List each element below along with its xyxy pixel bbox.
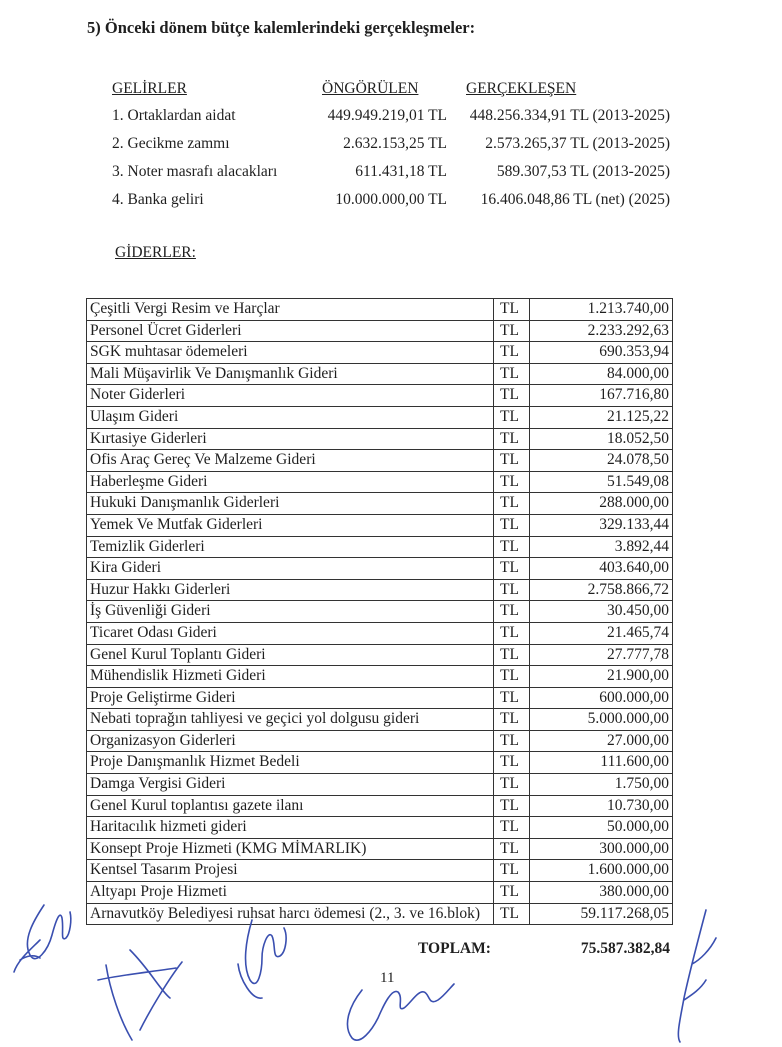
expense-currency: TL — [494, 428, 530, 450]
expense-currency: TL — [494, 493, 530, 515]
expense-amount: 300.000,00 — [530, 838, 673, 860]
expenses-table — [86, 298, 673, 925]
expense-currency: TL — [494, 860, 530, 882]
expense-item: Organizasyon Giderleri — [87, 730, 494, 752]
expense-amount: 3.892,44 — [530, 536, 673, 558]
income-header-label: GELİRLER — [112, 80, 187, 97]
expense-amount: 50.000,00 — [530, 817, 673, 839]
signature-third — [238, 920, 286, 998]
expense-currency: TL — [494, 644, 530, 666]
page-number: 11 — [380, 970, 395, 986]
expense-currency: TL — [494, 558, 530, 580]
expense-currency: TL — [494, 536, 530, 558]
expense-currency: TL — [494, 299, 530, 321]
table-row — [87, 493, 673, 515]
expense-amount: 167.716,80 — [530, 385, 673, 407]
expense-amount: 1.750,00 — [530, 774, 673, 796]
expense-amount: 21.465,74 — [530, 622, 673, 644]
table-row — [87, 363, 673, 385]
income-row-actual: 448.256.334,91 TL (2013-2025) — [469, 107, 670, 124]
expense-currency: TL — [494, 514, 530, 536]
total-label: TOPLAM: — [418, 940, 491, 957]
expense-currency: TL — [494, 730, 530, 752]
signature-left — [14, 905, 71, 972]
expense-currency: TL — [494, 601, 530, 623]
income-row-label: 4. Banka geliri — [112, 191, 204, 208]
table-row — [87, 860, 673, 882]
table-row — [87, 450, 673, 472]
expense-currency: TL — [494, 774, 530, 796]
expense-amount: 59.117.268,05 — [530, 903, 673, 925]
expense-currency: TL — [494, 903, 530, 925]
expense-item: Proje Geliştirme Gideri — [87, 687, 494, 709]
expense-item: Personel Ücret Giderleri — [87, 320, 494, 342]
expense-amount: 111.600,00 — [530, 752, 673, 774]
expense-item: Arnavutköy Belediyesi ruhsat harcı ödemesi (2., 3. ve 16.blok) — [87, 903, 494, 925]
expense-item: İş Güvenliği Gideri — [87, 601, 494, 623]
expense-amount: 18.052,50 — [530, 428, 673, 450]
expense-item: Haritacılık hizmeti gideri — [87, 817, 494, 839]
table-row — [87, 579, 673, 601]
table-row — [87, 385, 673, 407]
expense-item: Hukuki Danışmanlık Giderleri — [87, 493, 494, 515]
table-row — [87, 730, 673, 752]
expense-item: Genel Kurul Toplantı Gideri — [87, 644, 494, 666]
expense-amount: 380.000,00 — [530, 882, 673, 904]
table-row — [87, 687, 673, 709]
expense-item: Altyapı Proje Hizmeti — [87, 882, 494, 904]
expense-item: Çeşitli Vergi Resim ve Harçlar — [87, 299, 494, 321]
expense-currency: TL — [494, 320, 530, 342]
table-row — [87, 428, 673, 450]
signature-center — [347, 984, 454, 1040]
expense-currency: TL — [494, 363, 530, 385]
expense-currency: TL — [494, 450, 530, 472]
expense-currency: TL — [494, 838, 530, 860]
table-row — [87, 514, 673, 536]
table-row — [87, 752, 673, 774]
income-row-forecast: 2.632.153,25 TL — [343, 135, 447, 152]
table-row — [87, 601, 673, 623]
expense-currency: TL — [494, 666, 530, 688]
expense-item: Huzur Hakkı Giderleri — [87, 579, 494, 601]
expense-currency: TL — [494, 622, 530, 644]
table-row — [87, 342, 673, 364]
expense-amount: 5.000.000,00 — [530, 709, 673, 731]
expense-amount: 84.000,00 — [530, 363, 673, 385]
table-row — [87, 558, 673, 580]
expense-currency: TL — [494, 687, 530, 709]
expense-item: Ulaşım Gideri — [87, 406, 494, 428]
income-header-forecast: ÖNGÖRÜLEN — [322, 80, 419, 97]
expense-amount: 403.640,00 — [530, 558, 673, 580]
expense-currency: TL — [494, 406, 530, 428]
table-row — [87, 838, 673, 860]
table-row — [87, 471, 673, 493]
expense-item: Haberleşme Gideri — [87, 471, 494, 493]
table-row — [87, 320, 673, 342]
expense-amount: 27.777,78 — [530, 644, 673, 666]
income-row-actual: 2.573.265,37 TL (2013-2025) — [485, 135, 670, 152]
expense-item: Damga Vergisi Gideri — [87, 774, 494, 796]
expense-amount: 1.600.000,00 — [530, 860, 673, 882]
table-row — [87, 817, 673, 839]
expense-amount: 10.730,00 — [530, 795, 673, 817]
expenses-title: GİDERLER: — [115, 244, 196, 261]
expense-amount: 1.213.740,00 — [530, 299, 673, 321]
income-row-label: 2. Gecikme zammı — [112, 135, 230, 152]
section-heading: 5) Önceki dönem bütçe kalemlerindeki gerçekleşmeler: — [87, 18, 476, 37]
expense-amount: 21.125,22 — [530, 406, 673, 428]
expense-currency: TL — [494, 385, 530, 407]
table-row — [87, 709, 673, 731]
expense-item: Yemek Ve Mutfak Giderleri — [87, 514, 494, 536]
income-header-actual: GERÇEKLEŞEN — [466, 80, 577, 97]
income-row-label: 1. Ortaklardan aidat — [112, 107, 236, 124]
expense-item: Noter Giderleri — [87, 385, 494, 407]
expense-currency: TL — [494, 579, 530, 601]
expense-item: Genel Kurul toplantısı gazete ilanı — [87, 795, 494, 817]
expense-item: Konsept Proje Hizmeti (KMG MİMARLIK) — [87, 838, 494, 860]
table-row — [87, 299, 673, 321]
expense-currency: TL — [494, 752, 530, 774]
expense-currency: TL — [494, 471, 530, 493]
income-row-actual: 589.307,53 TL (2013-2025) — [496, 163, 670, 180]
expense-amount: 24.078,50 — [530, 450, 673, 472]
income-row-forecast: 611.431,18 TL — [355, 163, 447, 180]
expense-item: Temizlik Giderleri — [87, 536, 494, 558]
table-row — [87, 774, 673, 796]
expense-item: Mali Müşavirlik Ve Danışmanlık Gideri — [87, 363, 494, 385]
signature-second — [98, 950, 182, 1040]
signatures-icon — [0, 880, 782, 1047]
expense-currency: TL — [494, 795, 530, 817]
expense-amount: 329.133,44 — [530, 514, 673, 536]
table-row — [87, 536, 673, 558]
expense-currency: TL — [494, 709, 530, 731]
expense-currency: TL — [494, 882, 530, 904]
income-row-forecast: 449.949.219,01 TL — [327, 107, 447, 124]
expense-amount: 2.233.292,63 — [530, 320, 673, 342]
table-row — [87, 406, 673, 428]
expense-item: Kırtasiye Giderleri — [87, 428, 494, 450]
expense-item: Kentsel Tasarım Projesi — [87, 860, 494, 882]
expense-amount: 600.000,00 — [530, 687, 673, 709]
signature-right — [678, 910, 716, 1042]
expense-item: Nebati toprağın tahliyesi ve geçici yol dolgusu gideri — [87, 709, 494, 731]
expense-amount: 690.353,94 — [530, 342, 673, 364]
expense-item: Proje Danışmanlık Hizmet Bedeli — [87, 752, 494, 774]
expense-amount: 2.758.866,72 — [530, 579, 673, 601]
income-row-actual: 16.406.048,86 TL (net) (2025) — [480, 191, 670, 208]
expense-item: Kira Gideri — [87, 558, 494, 580]
expense-item: SGK muhtasar ödemeleri — [87, 342, 494, 364]
expense-item: Mühendislik Hizmeti Gideri — [87, 666, 494, 688]
expense-item: Ofis Araç Gereç Ve Malzeme Gideri — [87, 450, 494, 472]
table-row — [87, 666, 673, 688]
table-row — [87, 795, 673, 817]
expense-amount: 30.450,00 — [530, 601, 673, 623]
expense-item: Ticaret Odası Gideri — [87, 622, 494, 644]
income-row-forecast: 10.000.000,00 TL — [335, 191, 447, 208]
expense-amount: 27.000,00 — [530, 730, 673, 752]
table-row — [87, 622, 673, 644]
income-row-label: 3. Noter masrafı alacakları — [112, 163, 278, 180]
expense-amount: 288.000,00 — [530, 493, 673, 515]
total-value: 75.587.382,84 — [580, 940, 670, 957]
table-row — [87, 644, 673, 666]
expense-amount: 21.900,00 — [530, 666, 673, 688]
expense-amount: 51.549,08 — [530, 471, 673, 493]
expense-currency: TL — [494, 342, 530, 364]
expense-currency: TL — [494, 817, 530, 839]
